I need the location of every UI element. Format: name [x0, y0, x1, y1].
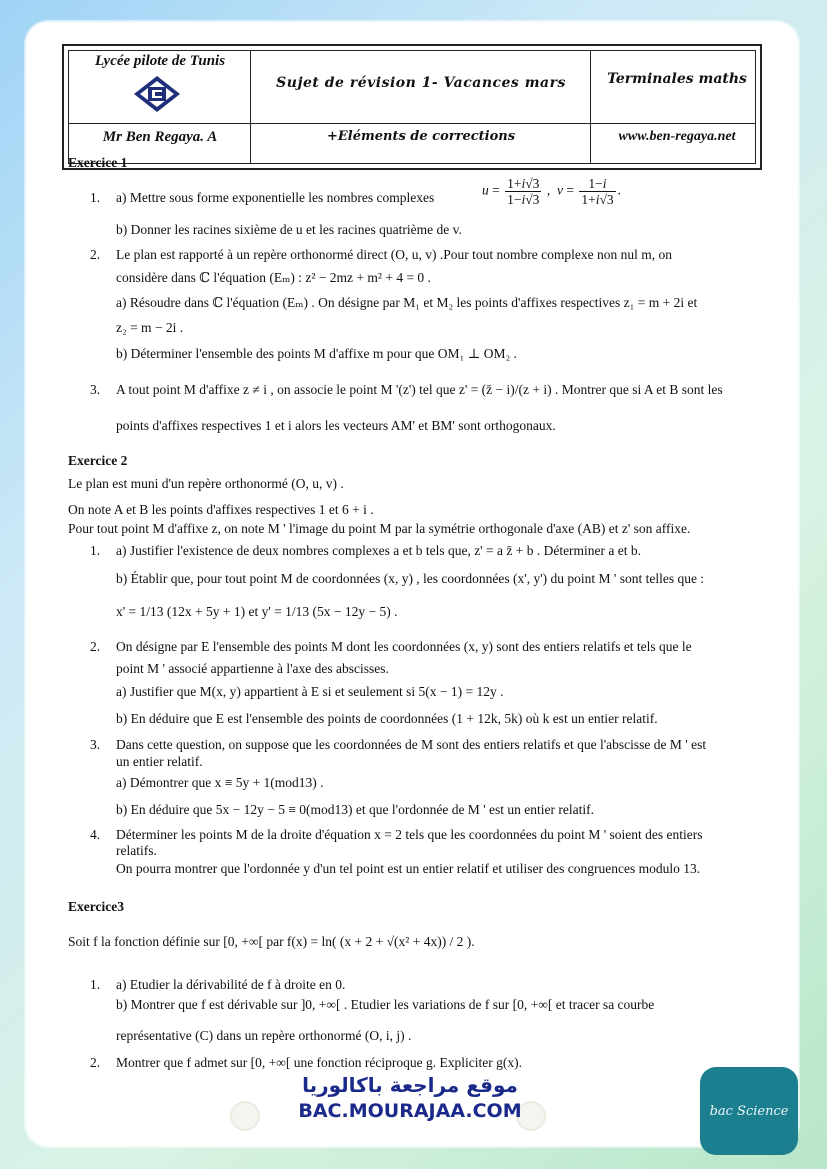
flower-logo-icon: [232, 1103, 258, 1129]
ex2-q3b: b) En déduire que 5x − 12y − 5 ≡ 0(mod13) et que l'ordonnée de M ' est un entier relatif.: [116, 802, 594, 817]
ex3-q1b: b) Montrer que f est dérivable sur ]0, +∞[ . Etudier les variations de f sur [0, +∞[ et tracer sa courbe: [116, 997, 655, 1012]
ex1-q1a: a) Mettre sous forme exponentielle les nombres complexes: [116, 190, 435, 205]
ex3-q1a: a) Etudier la dérivabilité de f à droite en 0.: [116, 977, 346, 992]
bac-science-badge: bac Science: [700, 1067, 798, 1155]
ex2-intro1: Le plan est muni d'un repère orthonormé (O, u, v) .: [68, 476, 344, 491]
ex1-q3b: points d'affixes respectives 1 et i alors les vecteurs AM' et BM' sont orthogonaux.: [116, 418, 556, 433]
website: www.ben-regaya.net: [618, 129, 736, 144]
ex2-q4-cont: relatifs.: [116, 843, 157, 858]
corrections-label: +Eléments de corrections: [326, 129, 516, 144]
ex3-q2: Montrer que f admet sur [0, +∞[ une fonction réciproque g. Expliciter g(x).: [116, 1055, 522, 1070]
ex3-intro: Soit f la fonction définie sur [0, +∞[ par f(x) = ln( (x + 2 + √(x² + 4x)) / 2 ).: [68, 934, 475, 949]
ex2-q3a: a) Démontrer que x ≡ 5y + 1(mod13) .: [116, 775, 324, 790]
ex2-q3: Dans cette question, on suppose que les coordonnées de M sont des entiers relatifs et que l'abscisse de M ' est: [116, 737, 707, 752]
level-label: Terminales maths: [607, 71, 747, 87]
ex1-fractions: u = $\frac{1+i√3}{1-i√3}$ , v = $\frac{1-i}{1+i√3}$ .: [482, 176, 621, 207]
ex2-q2-cont: point M ' associé appartienne à l'axe des abscisses.: [116, 661, 389, 676]
ex3-q1c: représentative (C) dans un repère orthonormé (O, i, j) .: [116, 1028, 412, 1043]
ex1-q2: Le plan est rapporté à un repère orthonormé direct (O, u, v) .Pour tout nombre complexe non nul m, on: [116, 247, 672, 262]
ex2-q4-hint: On pourra montrer que l'ordonnée y d'un tel point est un entier relatif et utiliser des congruences modulo 13.: [116, 861, 701, 876]
ex2-intro2: On note A et B les points d'affixes respectives 1 et 6 + i .: [68, 502, 374, 517]
header-table: [62, 44, 762, 170]
exercise-3-title: Exercice3: [68, 899, 124, 914]
footer-arabic-link[interactable]: موقع مراجعة باكالوريا: [302, 1073, 518, 1097]
ex2-q2a: a) Justifier que M(x, y) appartient à E si et seulement si 5(x − 1) = 12y .: [116, 684, 504, 699]
ex1-q3: A tout point M d'affixe z ≠ i , on associe le point M '(z') tel que z' = (z̄ − i)/(z + i) . Montrer que si A et B sont les: [116, 382, 723, 397]
school-logo-icon: [133, 75, 181, 113]
ex2-q1b: b) Établir que, pour tout point M de coordonnées (x, y) , les coordonnées (x', y') du point M ' sont telles que :: [116, 571, 705, 586]
ex2-q4: Déterminer les points M de la droite d'équation x = 2 tels que les coordonnées du point M ' soient des entiers: [116, 827, 703, 842]
ex1-q2a-z2: z₂ = m − 2i .: [116, 320, 184, 335]
ex1-q2a: a) Résoudre dans ℂ l'équation (Eₘ) . On désigne par M₁ et M₂ les points d'affixes respectives z₁ = m + 2i et: [116, 295, 698, 310]
exercise-2-title: Exercice 2: [68, 453, 128, 468]
ex1-q1b: b) Donner les racines sixième de u et les racines quatrième de v.: [116, 222, 462, 237]
ex1-q2-equation: considère dans ℂ l'équation (Eₘ) : z² − 2mz + m² + 4 = 0 .: [116, 270, 431, 285]
ex2-q2b: b) En déduire que E est l'ensemble des points de coordonnées (1 + 12k, 5k) où k est un entier relatif.: [116, 711, 658, 726]
teacher-name: Mr Ben Regaya. A: [102, 129, 218, 145]
exercise-1-title: Exercice 1: [68, 155, 128, 170]
subject-title: Sujet de révision 1- Vacances mars: [276, 75, 566, 91]
ex1-q2b: b) Déterminer l'ensemble des points M d'affixe m pour que OM₁ ⊥ OM₂ .: [116, 346, 517, 361]
ex2-q2: On désigne par E l'ensemble des points M dont les coordonnées (x, y) sont des entiers relatifs et tels que le: [116, 639, 692, 654]
school-name: Lycée pilote de Tunis: [94, 53, 226, 69]
ex2-q1a: a) Justifier l'existence de deux nombres complexes a et b tels que, z' = a z̄ + b . Déterminer a et b.: [116, 543, 642, 558]
ex2-q1b-eq: x' = 1/13 (12x + 5y + 1) et y' = 1/13 (5x − 12y − 5) .: [116, 604, 398, 619]
ex2-q3-cont: un entier relatif.: [116, 754, 203, 769]
footer-site-link[interactable]: BAC.MOURAJAA.COM: [298, 1100, 522, 1122]
ex2-intro3: Pour tout point M d'affixe z, on note M ' l'image du point M par la symétrie orthogonale d'axe (AB) et z' son affixe.: [68, 521, 691, 536]
